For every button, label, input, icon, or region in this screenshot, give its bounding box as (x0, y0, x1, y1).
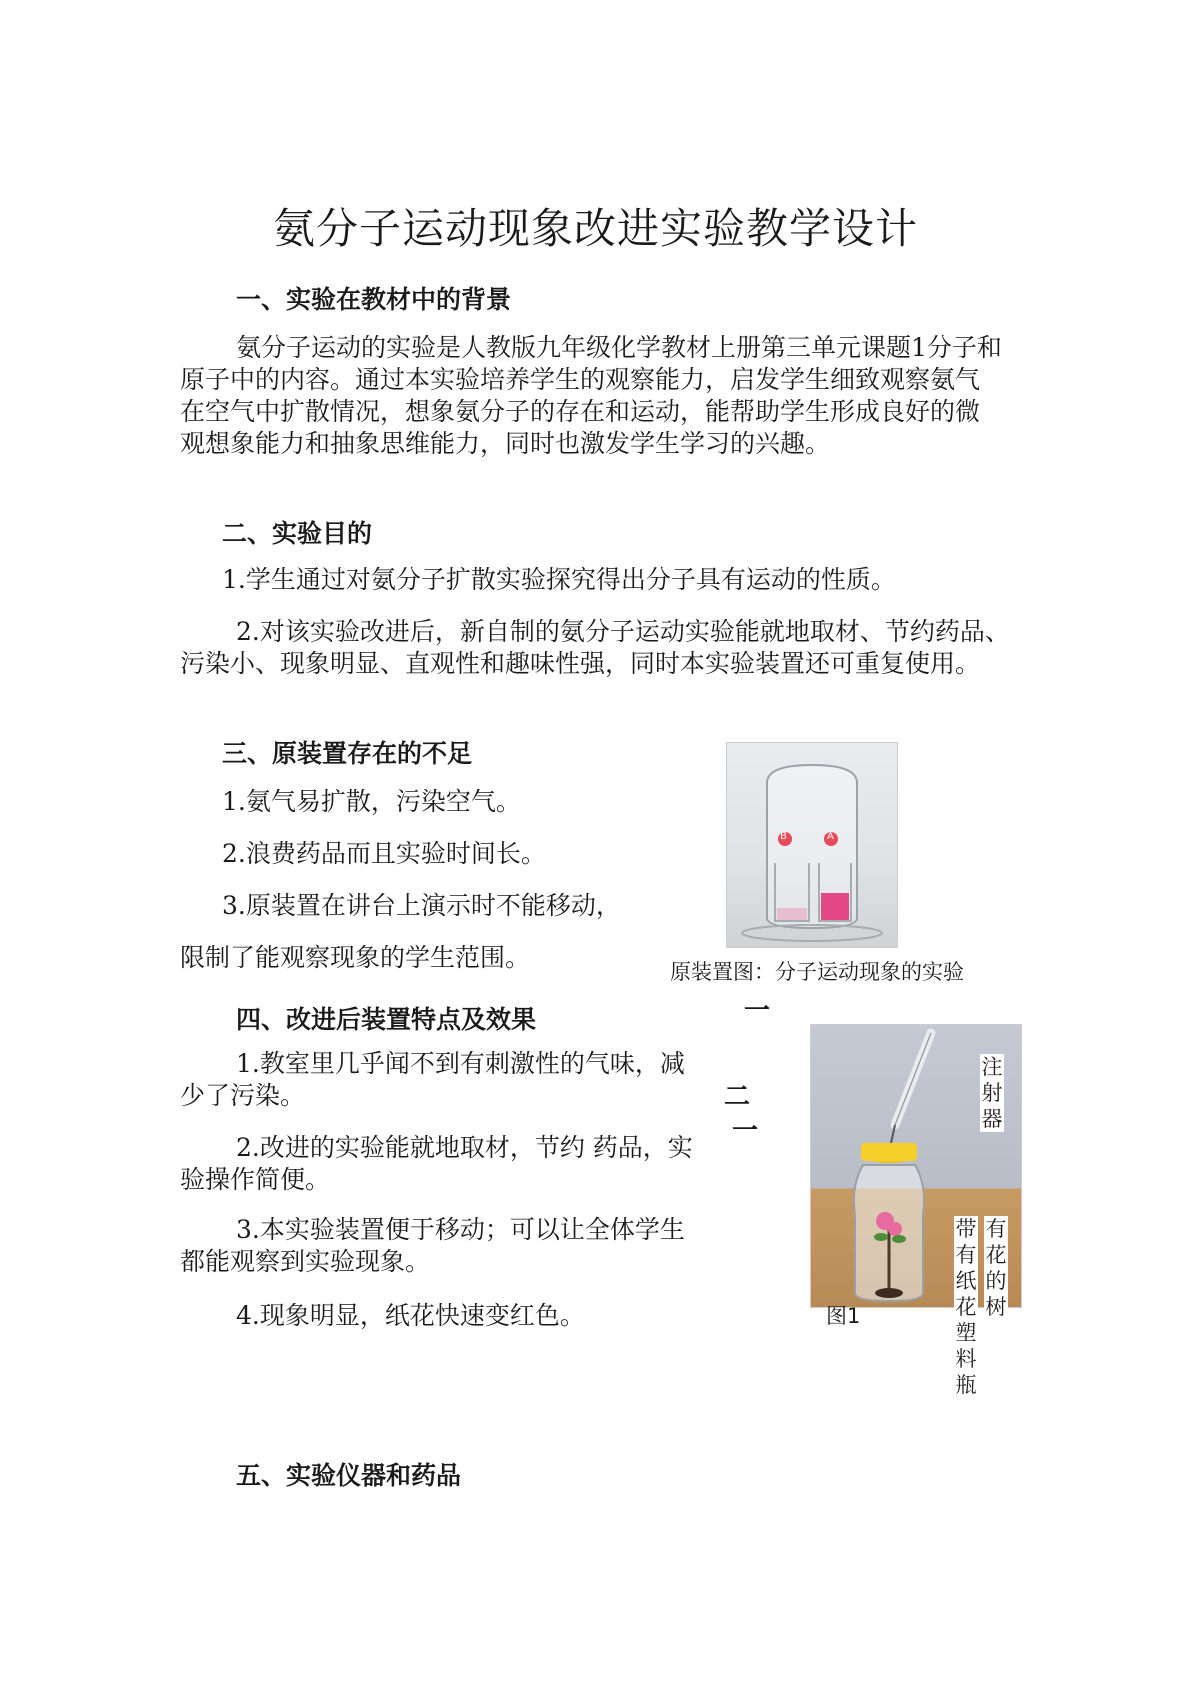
section-4-heading: 四、改进后装置特点及效果 (236, 1005, 537, 1034)
side-mark-3: 一 (732, 1116, 759, 1146)
section-5-heading: 五、实验仪器和药品 (236, 1461, 462, 1490)
original-apparatus-caption: 原装置图：分子运动现象的实验 (670, 960, 964, 984)
section-4-paragraph-4: 4.现象明显，纸花快速变红色。 (236, 1301, 585, 1330)
figure-1-caption: 图1 (826, 1304, 861, 1328)
flower-bottle-label: 带有纸花塑料瓶 (955, 1217, 977, 1397)
section-3-paragraph-3b: 限制了能观察现象的学生范围。 (180, 943, 531, 972)
section-2-heading: 二、实验目的 (222, 519, 373, 548)
side-mark-2: 二 (724, 1082, 751, 1112)
page-title: 氨分子运动现象改进实验教学设计 (272, 204, 918, 253)
section-2-paragraph-1: 1.学生通过对氨分子扩散实验探究得出分子具有运动的性质。 (222, 565, 896, 594)
section-3-paragraph-3a: 3.原装置在讲台上演示时不能移动， (222, 891, 621, 920)
beaker-b-label: B (780, 831, 787, 842)
section-4-paragraph-3: 3.本实验装置便于移动；可以让全体学生都能观察到实验现象。 (180, 1215, 685, 1276)
original-apparatus-photo (726, 742, 898, 948)
syringe-label: 注射器 (981, 1055, 1003, 1131)
section-4-paragraph-2: 2.改进的实验能就地取材，节约 药品，实验操作简便。 (180, 1133, 693, 1194)
section-1-heading: 一、实验在教材中的背景 (236, 285, 512, 314)
beaker-a-label: A (827, 831, 834, 842)
tree-label: 有花的树 (985, 1217, 1007, 1319)
section-3-paragraph-2: 2.浪费药品而且实验时间长。 (222, 839, 546, 868)
section-2-paragraph-2: 2.对该实验改进后，新自制的氨分子运动实验能就地取材、节约药品、污染小、现象明显、直观性和趣味性强，同时本实验装置还可重复使用。 (180, 617, 1010, 678)
section-1-body: 氨分子运动的实验是人教版九年级化学教材上册第三单元课题1分子和原子中的内容。通过本实验培养学生的观察能力，启发学生细致观察氨气在空气中扩散情况，想象氨分子的存在和运动，能帮助学生形成良好的微观想象能力和抽象思维能力，同时也激发学生学习的兴趣。 (180, 333, 1002, 458)
section-4-paragraph-1: 1.教室里几乎闻不到有刺激性的气味，减少了污染。 (180, 1049, 685, 1110)
side-mark-1: 一 (744, 996, 771, 1026)
section-3-heading: 三、原装置存在的不足 (222, 739, 473, 768)
section-3-paragraph-1: 1.氨气易扩散，污染空气。 (222, 787, 521, 816)
